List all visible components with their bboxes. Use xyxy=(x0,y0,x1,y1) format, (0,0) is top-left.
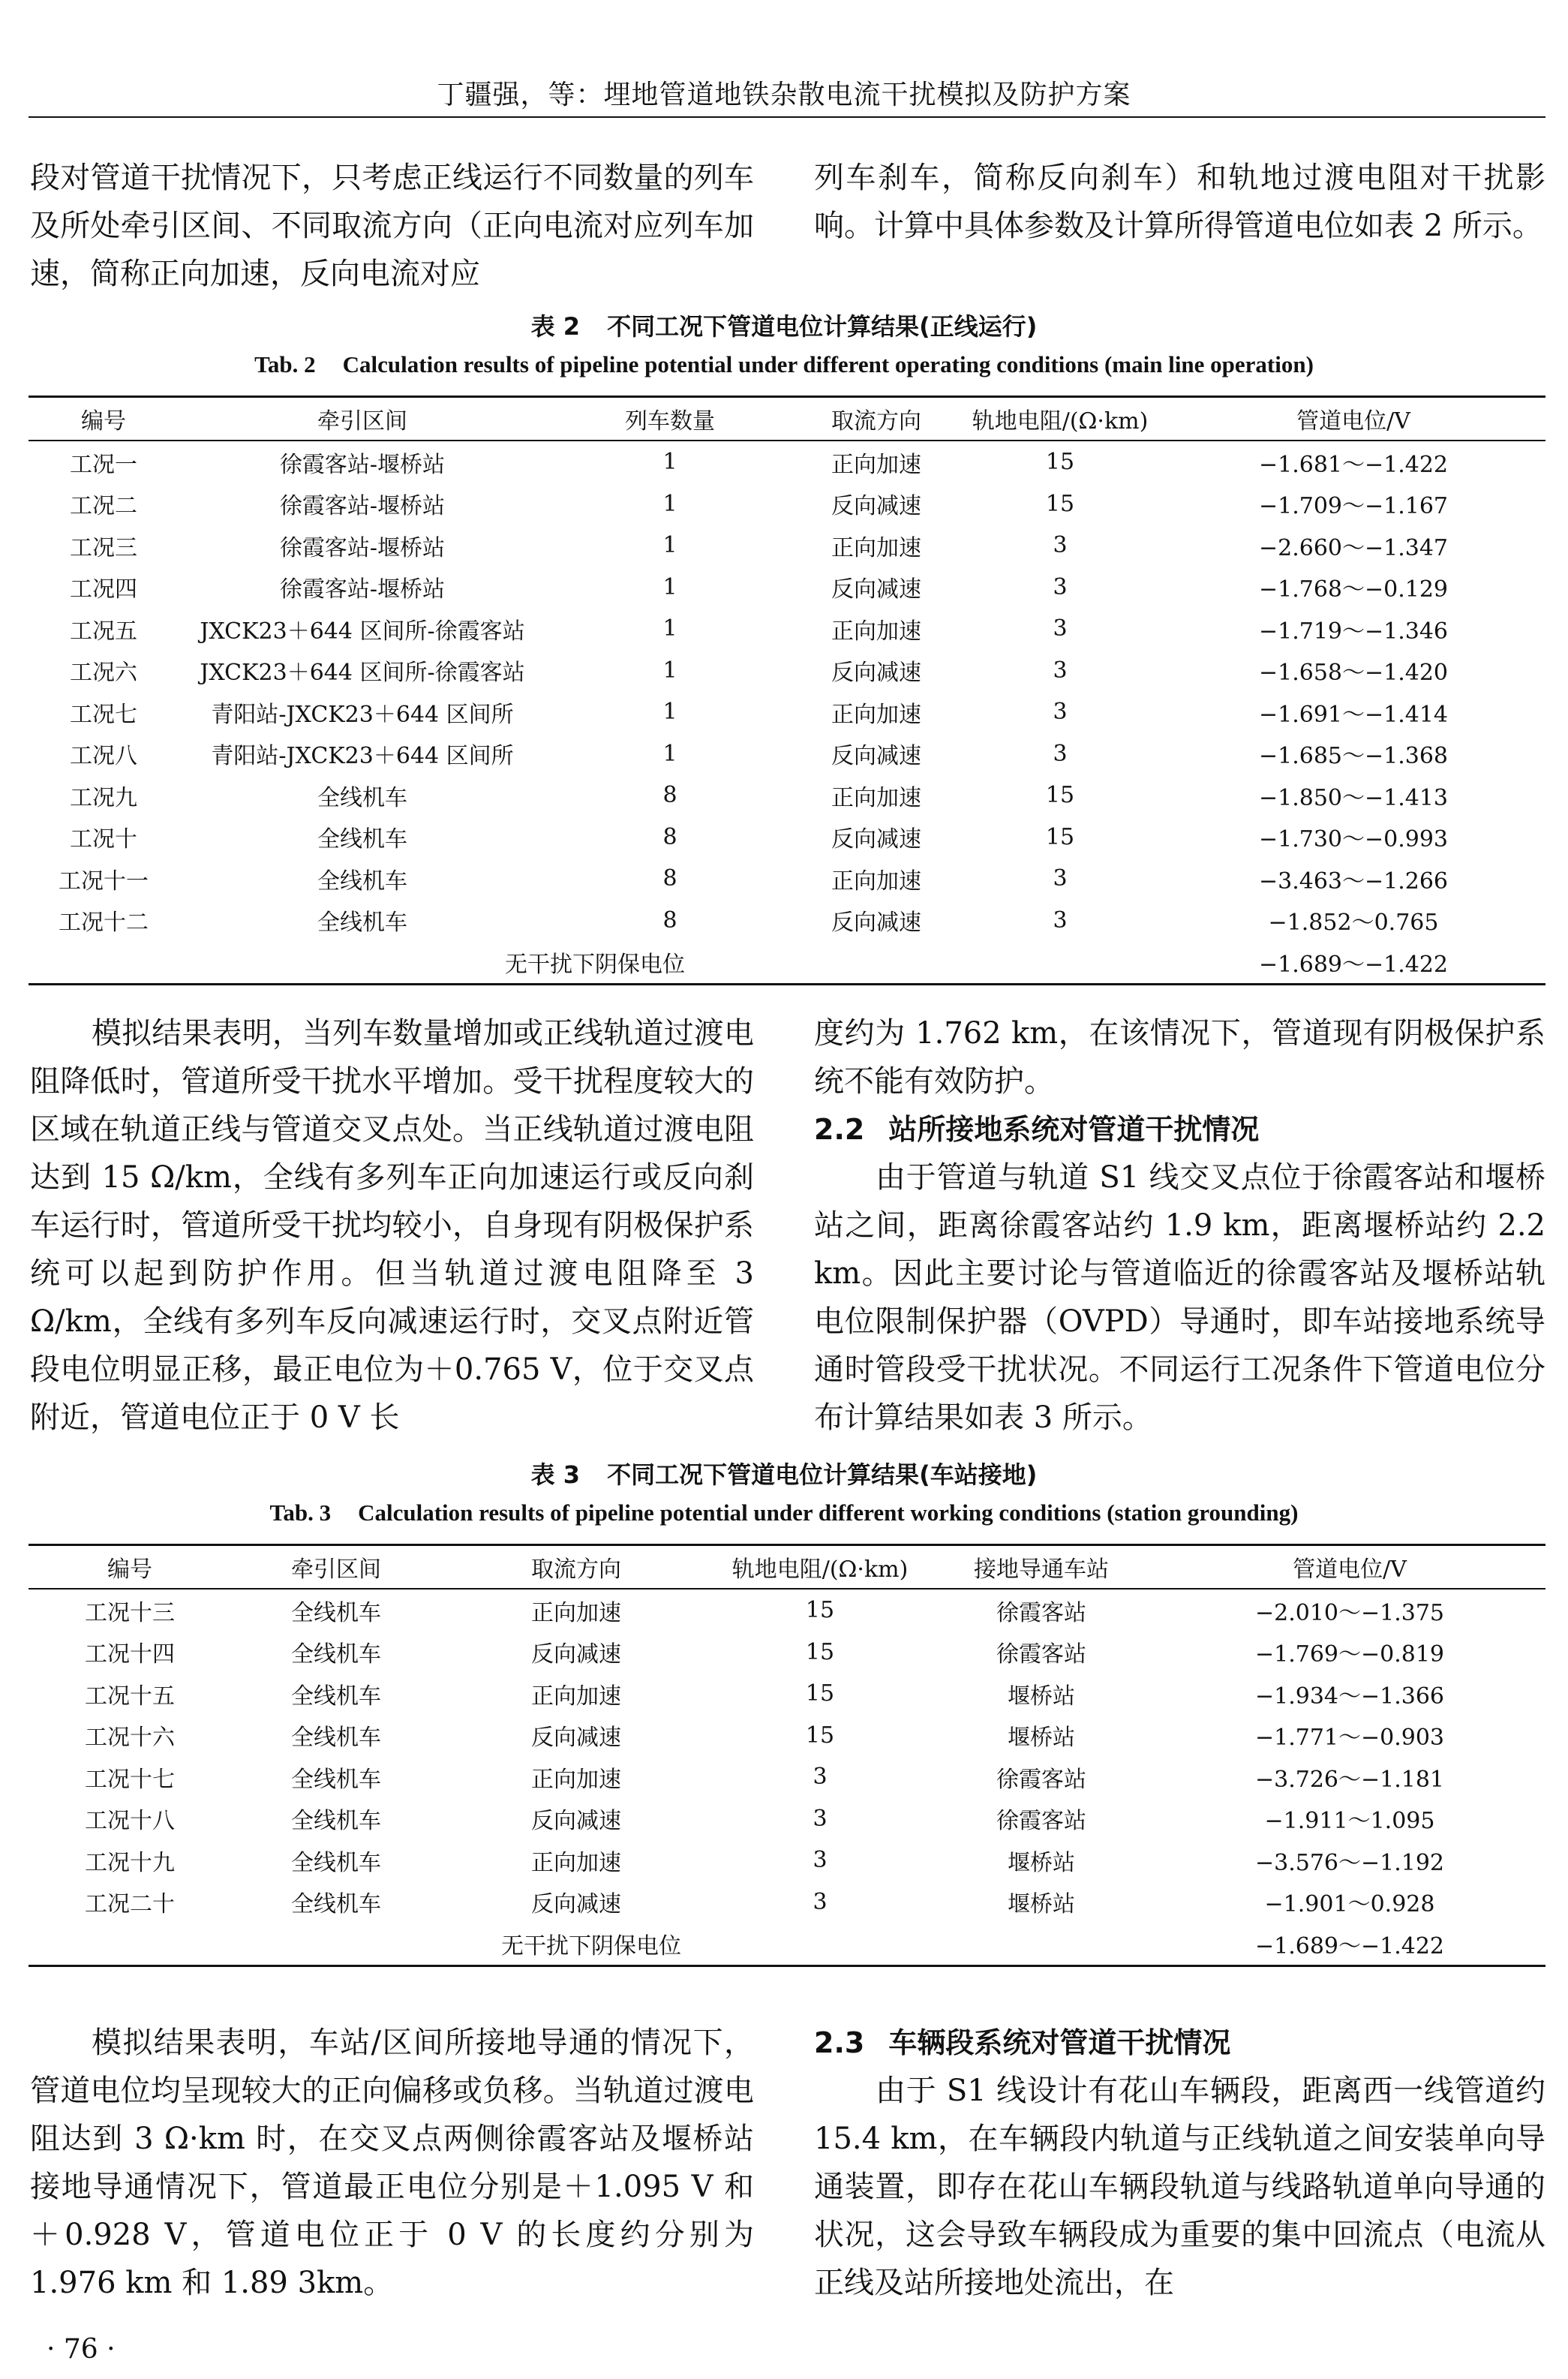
table-row xyxy=(29,525,1545,567)
top-left-paragraph: 段对管道干扰情况下，只考虑正线运行不同数量的列车及所处牵引区间、不同取流方向（正向电流对应列车加速，简称正向加速，反向电流对应 xyxy=(30,161,754,291)
mid-left-column xyxy=(30,1009,754,1442)
table-cell: −1.730～−0.993 xyxy=(1258,826,1449,853)
table-cell: 全线机车 xyxy=(317,826,407,853)
table-cell: 全线机车 xyxy=(317,868,407,895)
table-footer-row xyxy=(29,1923,1545,1965)
table-cell: 1 xyxy=(662,490,677,517)
table3-header-cell: 取流方向 xyxy=(441,1545,711,1590)
table-cell: 工况十七 xyxy=(85,1766,175,1793)
table-cell: 工况五 xyxy=(70,618,137,645)
table-cell: −1.852～0.765 xyxy=(1268,910,1439,937)
top-right-column xyxy=(814,154,1545,250)
table-cell: 全线机车 xyxy=(291,1683,381,1710)
table-cell: 工况十四 xyxy=(85,1641,175,1668)
table-cell: 正向加速 xyxy=(831,534,921,561)
table-cell: 正向加速 xyxy=(831,451,921,478)
table3 xyxy=(29,1544,1545,1967)
bottom-right-paragraph: 由于 S1 线设计有花山车辆段，距离西一线管道约 15.4 km，在车辆段内轨道与正线轨道之间安装单向导通装置，即存在花山车辆段轨道与线路轨道单向导通的状况，这会导致车辆段成为重要的集中回流点（电流从正线及站所接地处流出，在 xyxy=(814,2074,1545,2300)
table-cell: 15 xyxy=(1045,490,1075,517)
table-cell: 工况八 xyxy=(70,743,137,770)
table-cell: 徐霞客站-堰桥站 xyxy=(279,576,446,603)
table-cell: 3 xyxy=(1053,740,1068,767)
table-cell: −1.768～−0.129 xyxy=(1258,576,1449,603)
section-2-2-title: 站所接地系统对管道干扰情况 xyxy=(888,1113,1260,1146)
table-cell: 反向减速 xyxy=(531,1725,621,1752)
table-cell: −1.719～−1.346 xyxy=(1258,618,1449,645)
table3-header-row xyxy=(29,1545,1545,1590)
table3-caption-title: 不同工况下管道电位计算结果(车站接地) xyxy=(607,1460,1038,1489)
table-cell: 青阳站-JXCK23＋644 区间所 xyxy=(211,701,514,728)
table-row xyxy=(29,1715,1545,1757)
table-cell: 反向减速 xyxy=(531,1641,621,1668)
table-cell: 15 xyxy=(1045,782,1075,809)
table-cell: 15 xyxy=(805,1638,835,1665)
table2-caption-number: 表 2 xyxy=(530,312,581,341)
table-row xyxy=(29,650,1545,692)
section-2-3-title: 车辆段系统对管道干扰情况 xyxy=(888,2026,1231,2059)
table-cell: 1 xyxy=(662,573,677,600)
table3-header-cell: 编号 xyxy=(29,1545,231,1590)
page-number: · 76 · xyxy=(47,2334,116,2365)
table-footer-row xyxy=(29,941,1545,984)
table2-caption-title: 不同工况下管道电位计算结果(正线运行) xyxy=(607,312,1038,341)
table-row xyxy=(29,774,1545,817)
table-cell: 全线机车 xyxy=(291,1725,381,1752)
table2-caption-en-title: Calculation results of pipeline potential under different operating conditions (main line operation) xyxy=(342,351,1314,377)
table2-header-cell: 轨地电阻/(Ω·km) xyxy=(959,397,1161,441)
table-cell: 正向加速 xyxy=(531,1599,621,1626)
table-cell: −2.660～−1.347 xyxy=(1258,534,1449,561)
table-row xyxy=(29,1589,1545,1632)
table-cell: 全线机车 xyxy=(291,1849,381,1876)
table-cell: 反向减速 xyxy=(531,1891,621,1918)
section-2-3-number: 2.3 xyxy=(814,2026,865,2059)
table-row xyxy=(29,1839,1545,1881)
table-cell: 1 xyxy=(662,449,677,476)
table-cell: −1.771～−0.903 xyxy=(1254,1725,1445,1752)
table-cell: 3 xyxy=(813,1888,828,1915)
table-cell: 15 xyxy=(1045,449,1075,476)
table-cell: 正向加速 xyxy=(831,618,921,645)
table2-header-cell: 管道电位/V xyxy=(1161,397,1545,441)
top-right-paragraph: 列车刹车，简称反向刹车）和轨地过渡电阻对干扰影响。计算中具体参数及计算所得管道电位如表 2 所示。 xyxy=(814,161,1545,243)
table-row xyxy=(29,1881,1545,1923)
table3-header-cell: 管道电位/V xyxy=(1154,1545,1545,1590)
table-cell: 3 xyxy=(1053,532,1068,559)
table-cell: 堰桥站 xyxy=(1008,1891,1075,1918)
table-cell: 全线机车 xyxy=(317,910,407,937)
table-cell: −1.850～−1.413 xyxy=(1258,784,1449,811)
table3-header-cell: 轨地电阻/(Ω·km) xyxy=(711,1545,929,1590)
table-cell: −1.681～−1.422 xyxy=(1258,451,1449,478)
table-cell: 反向减速 xyxy=(831,493,921,520)
table-cell: 正向加速 xyxy=(531,1683,621,1710)
mid-right-column xyxy=(814,1009,1545,1442)
table-cell: 堰桥站 xyxy=(1008,1725,1075,1752)
table-row xyxy=(29,608,1545,650)
table-cell: 工况一 xyxy=(70,451,137,478)
table-row xyxy=(29,567,1545,609)
table-cell: JXCK23＋644 区间所-徐霞客站 xyxy=(200,618,525,645)
table-row xyxy=(29,483,1545,525)
table-cell: 徐霞客站-堰桥站 xyxy=(279,534,446,561)
table3-header-cell: 接地导通车站 xyxy=(929,1545,1154,1590)
table-cell: 工况九 xyxy=(70,784,137,811)
table-cell: 1 xyxy=(662,657,677,684)
table-cell: 青阳站-JXCK23＋644 区间所 xyxy=(211,743,514,770)
table2-caption-en xyxy=(0,351,1568,378)
table-cell: 正向加速 xyxy=(831,784,921,811)
table-cell: 徐霞客站 xyxy=(996,1808,1086,1835)
table-cell: 正向加速 xyxy=(831,701,921,728)
table-cell: 反向减速 xyxy=(831,826,921,853)
section-2-2-heading xyxy=(814,1105,1545,1153)
table-cell: −1.901～0.928 xyxy=(1264,1891,1435,1918)
table-cell: 15 xyxy=(805,1722,835,1749)
table-cell: −2.010～−1.375 xyxy=(1254,1599,1445,1626)
table-cell: 工况十三 xyxy=(85,1599,175,1626)
bottom-right-column xyxy=(814,2019,1545,2307)
footer-label: 无干扰下阴保电位 xyxy=(29,1923,1154,1965)
table-row xyxy=(29,1673,1545,1715)
header-rule xyxy=(29,116,1545,118)
table-cell: 全线机车 xyxy=(291,1641,381,1668)
table-cell: 3 xyxy=(1053,573,1068,600)
table-cell: 15 xyxy=(805,1680,835,1707)
table-cell: −1.934～−1.366 xyxy=(1254,1683,1445,1710)
table-row xyxy=(29,858,1545,900)
table-cell: 全线机车 xyxy=(291,1891,381,1918)
table-cell: 工况十八 xyxy=(85,1808,175,1835)
table-cell: −3.576～−1.192 xyxy=(1254,1849,1445,1876)
table-cell: JXCK23＋644 区间所-徐霞客站 xyxy=(200,660,525,687)
table3-caption-en-number: Tab. 3 xyxy=(269,1499,332,1526)
bottom-left-paragraph: 模拟结果表明，车站/区间所接地导通的情况下，管道电位均呈现较大的正向偏移或负移。当轨道过渡电阻达到 3 Ω·km 时，在交叉点两侧徐霞客站及堰桥站接地导通情况下，管道最正电位分别是＋1.095 V 和＋0.928 V，管道电位正于 0 V 的长度约分别为 1.976 km 和 1.89 3km。 xyxy=(30,2026,754,2300)
table-cell: 1 xyxy=(662,740,677,767)
table-cell: 工况二 xyxy=(70,493,137,520)
table-row xyxy=(29,691,1545,733)
table-cell: −1.911～1.095 xyxy=(1264,1808,1435,1835)
table2-header-cell: 牵引区间 xyxy=(179,397,546,441)
table-cell: 反向减速 xyxy=(831,660,921,687)
table-row xyxy=(29,817,1545,859)
table2-header-cell: 取流方向 xyxy=(794,397,959,441)
table-cell: 工况六 xyxy=(70,660,137,687)
mid-right-paragraph: 由于管道与轨道 S1 线交叉点位于徐霞客站和堰桥站之间，距离徐霞客站约 1.9 km，距离堰桥站约 2.2 km。因此主要讨论与管道临近的徐霞客站及堰桥站轨电位限制保护器（OVPD）导通时，即车站接地系统导通时管段受干扰状况。不同运行工况条件下管道电位分布计算结果如表 3 所示。 xyxy=(814,1160,1545,1435)
top-left-column xyxy=(30,154,754,298)
table-cell: 3 xyxy=(1053,657,1068,684)
table-cell: 正向加速 xyxy=(531,1766,621,1793)
table2 xyxy=(29,395,1545,985)
table-cell: 反向减速 xyxy=(531,1808,621,1835)
table3-caption-en-title: Calculation results of pipeline potential under different working conditions (station grounding) xyxy=(358,1499,1299,1526)
table-cell: 徐霞客站-堰桥站 xyxy=(279,493,446,520)
table-cell: 8 xyxy=(662,823,677,850)
table-cell: 8 xyxy=(662,865,677,892)
running-head: 丁疆强，等：埋地管道地铁杂散电流干扰模拟及防护方案 xyxy=(437,80,1131,110)
table-cell: 工况十 xyxy=(70,826,137,853)
table-cell: 全线机车 xyxy=(291,1766,381,1793)
table-cell: 工况十六 xyxy=(85,1725,175,1752)
table-cell: 工况二十 xyxy=(85,1891,175,1918)
table-cell: −1.685～−1.368 xyxy=(1258,743,1449,770)
table3-caption-number: 表 3 xyxy=(530,1460,581,1489)
footer-label: 无干扰下阴保电位 xyxy=(29,941,1161,984)
table-cell: −1.709～−1.167 xyxy=(1258,493,1449,520)
table-cell: 8 xyxy=(662,782,677,809)
table-cell: 15 xyxy=(805,1597,835,1624)
table3-header-cell: 牵引区间 xyxy=(231,1545,441,1590)
table-cell: 3 xyxy=(1053,699,1068,726)
table-cell: 3 xyxy=(1053,615,1068,642)
table-cell: 1 xyxy=(662,615,677,642)
table-cell: 徐霞客站 xyxy=(996,1641,1086,1668)
table-cell: 徐霞客站 xyxy=(996,1766,1086,1793)
table-cell: 徐霞客站-堰桥站 xyxy=(279,451,446,478)
table-row xyxy=(29,441,1545,483)
mid-left-paragraph: 模拟结果表明，当列车数量增加或正线轨道过渡电阻降低时，管道所受干扰水平增加。受干扰程度较大的区域在轨道正线与管道交叉点处。当正线轨道过渡电阻达到 15 Ω/km，全线有多列车正向加速运行或反向刹车运行时，管道所受干扰均较小，自身现有阴极保护系统可以起到防护作用。但当轨道过渡电阻降至 3 Ω/km，全线有多列车反向减速运行时，交叉点附近管段电位明显正移，最正电位为＋0.765 V，位于交叉点附近，管道电位正于 0 V 长 xyxy=(30,1016,754,1435)
table2-caption-cn xyxy=(0,308,1568,342)
table-cell: 3 xyxy=(813,1847,828,1874)
table2-header-cell: 编号 xyxy=(29,397,179,441)
table-cell: 工况四 xyxy=(70,576,137,603)
table-cell: 工况十二 xyxy=(59,910,149,937)
table-row xyxy=(29,1798,1545,1840)
table-cell: 反向减速 xyxy=(831,743,921,770)
table-row xyxy=(29,900,1545,942)
table-cell: −1.691～−1.414 xyxy=(1258,701,1449,728)
table-cell: 工况十五 xyxy=(85,1683,175,1710)
table2-header-cell: 列车数量 xyxy=(546,397,794,441)
table-cell: 全线机车 xyxy=(291,1808,381,1835)
footer-value: −1.689～−1.422 xyxy=(1154,1923,1545,1965)
table-cell: 15 xyxy=(1045,823,1075,850)
table-cell: 3 xyxy=(813,1764,828,1791)
table-cell: 徐霞客站 xyxy=(996,1599,1086,1626)
table-cell: 全线机车 xyxy=(291,1599,381,1626)
table-row xyxy=(29,1756,1545,1798)
table3-caption-cn xyxy=(0,1456,1568,1490)
bottom-left-column xyxy=(30,2019,754,2307)
table3-caption-en xyxy=(0,1499,1568,1526)
table-cell: 1 xyxy=(662,699,677,726)
table-cell: 正向加速 xyxy=(831,868,921,895)
table-cell: 8 xyxy=(662,907,677,934)
section-2-2-number: 2.2 xyxy=(814,1113,865,1146)
table2-caption-en-number: Tab. 2 xyxy=(254,351,316,377)
section-2-3-heading xyxy=(814,2019,1545,2067)
footer-value: −1.689～−1.422 xyxy=(1161,941,1545,984)
table-cell: 3 xyxy=(1053,907,1068,934)
table2-header-row xyxy=(29,397,1545,441)
table-cell: 全线机车 xyxy=(317,784,407,811)
mid-right-continuation: 度约为 1.762 km，在该情况下，管道现有阴极保护系统不能有效防护。 xyxy=(814,1016,1545,1099)
table-cell: 工况十九 xyxy=(85,1849,175,1876)
table-cell: −1.658～−1.420 xyxy=(1258,660,1449,687)
table-cell: 3 xyxy=(1053,865,1068,892)
table-cell: 反向减速 xyxy=(831,576,921,603)
table-cell: 反向减速 xyxy=(831,910,921,937)
table-cell: 堰桥站 xyxy=(1008,1683,1075,1710)
table-cell: −3.726～−1.181 xyxy=(1254,1766,1445,1793)
table-cell: 3 xyxy=(813,1805,828,1832)
table-row xyxy=(29,1632,1545,1674)
table-cell: 堰桥站 xyxy=(1008,1849,1075,1876)
table-cell: 工况三 xyxy=(70,534,137,561)
table-cell: 正向加速 xyxy=(531,1849,621,1876)
table-cell: 工况七 xyxy=(70,701,137,728)
table-cell: −1.769～−0.819 xyxy=(1254,1641,1445,1668)
table-cell: 工况十一 xyxy=(59,868,149,895)
table-cell: −3.463～−1.266 xyxy=(1258,868,1449,895)
table-row xyxy=(29,733,1545,775)
table-cell: 1 xyxy=(662,532,677,559)
